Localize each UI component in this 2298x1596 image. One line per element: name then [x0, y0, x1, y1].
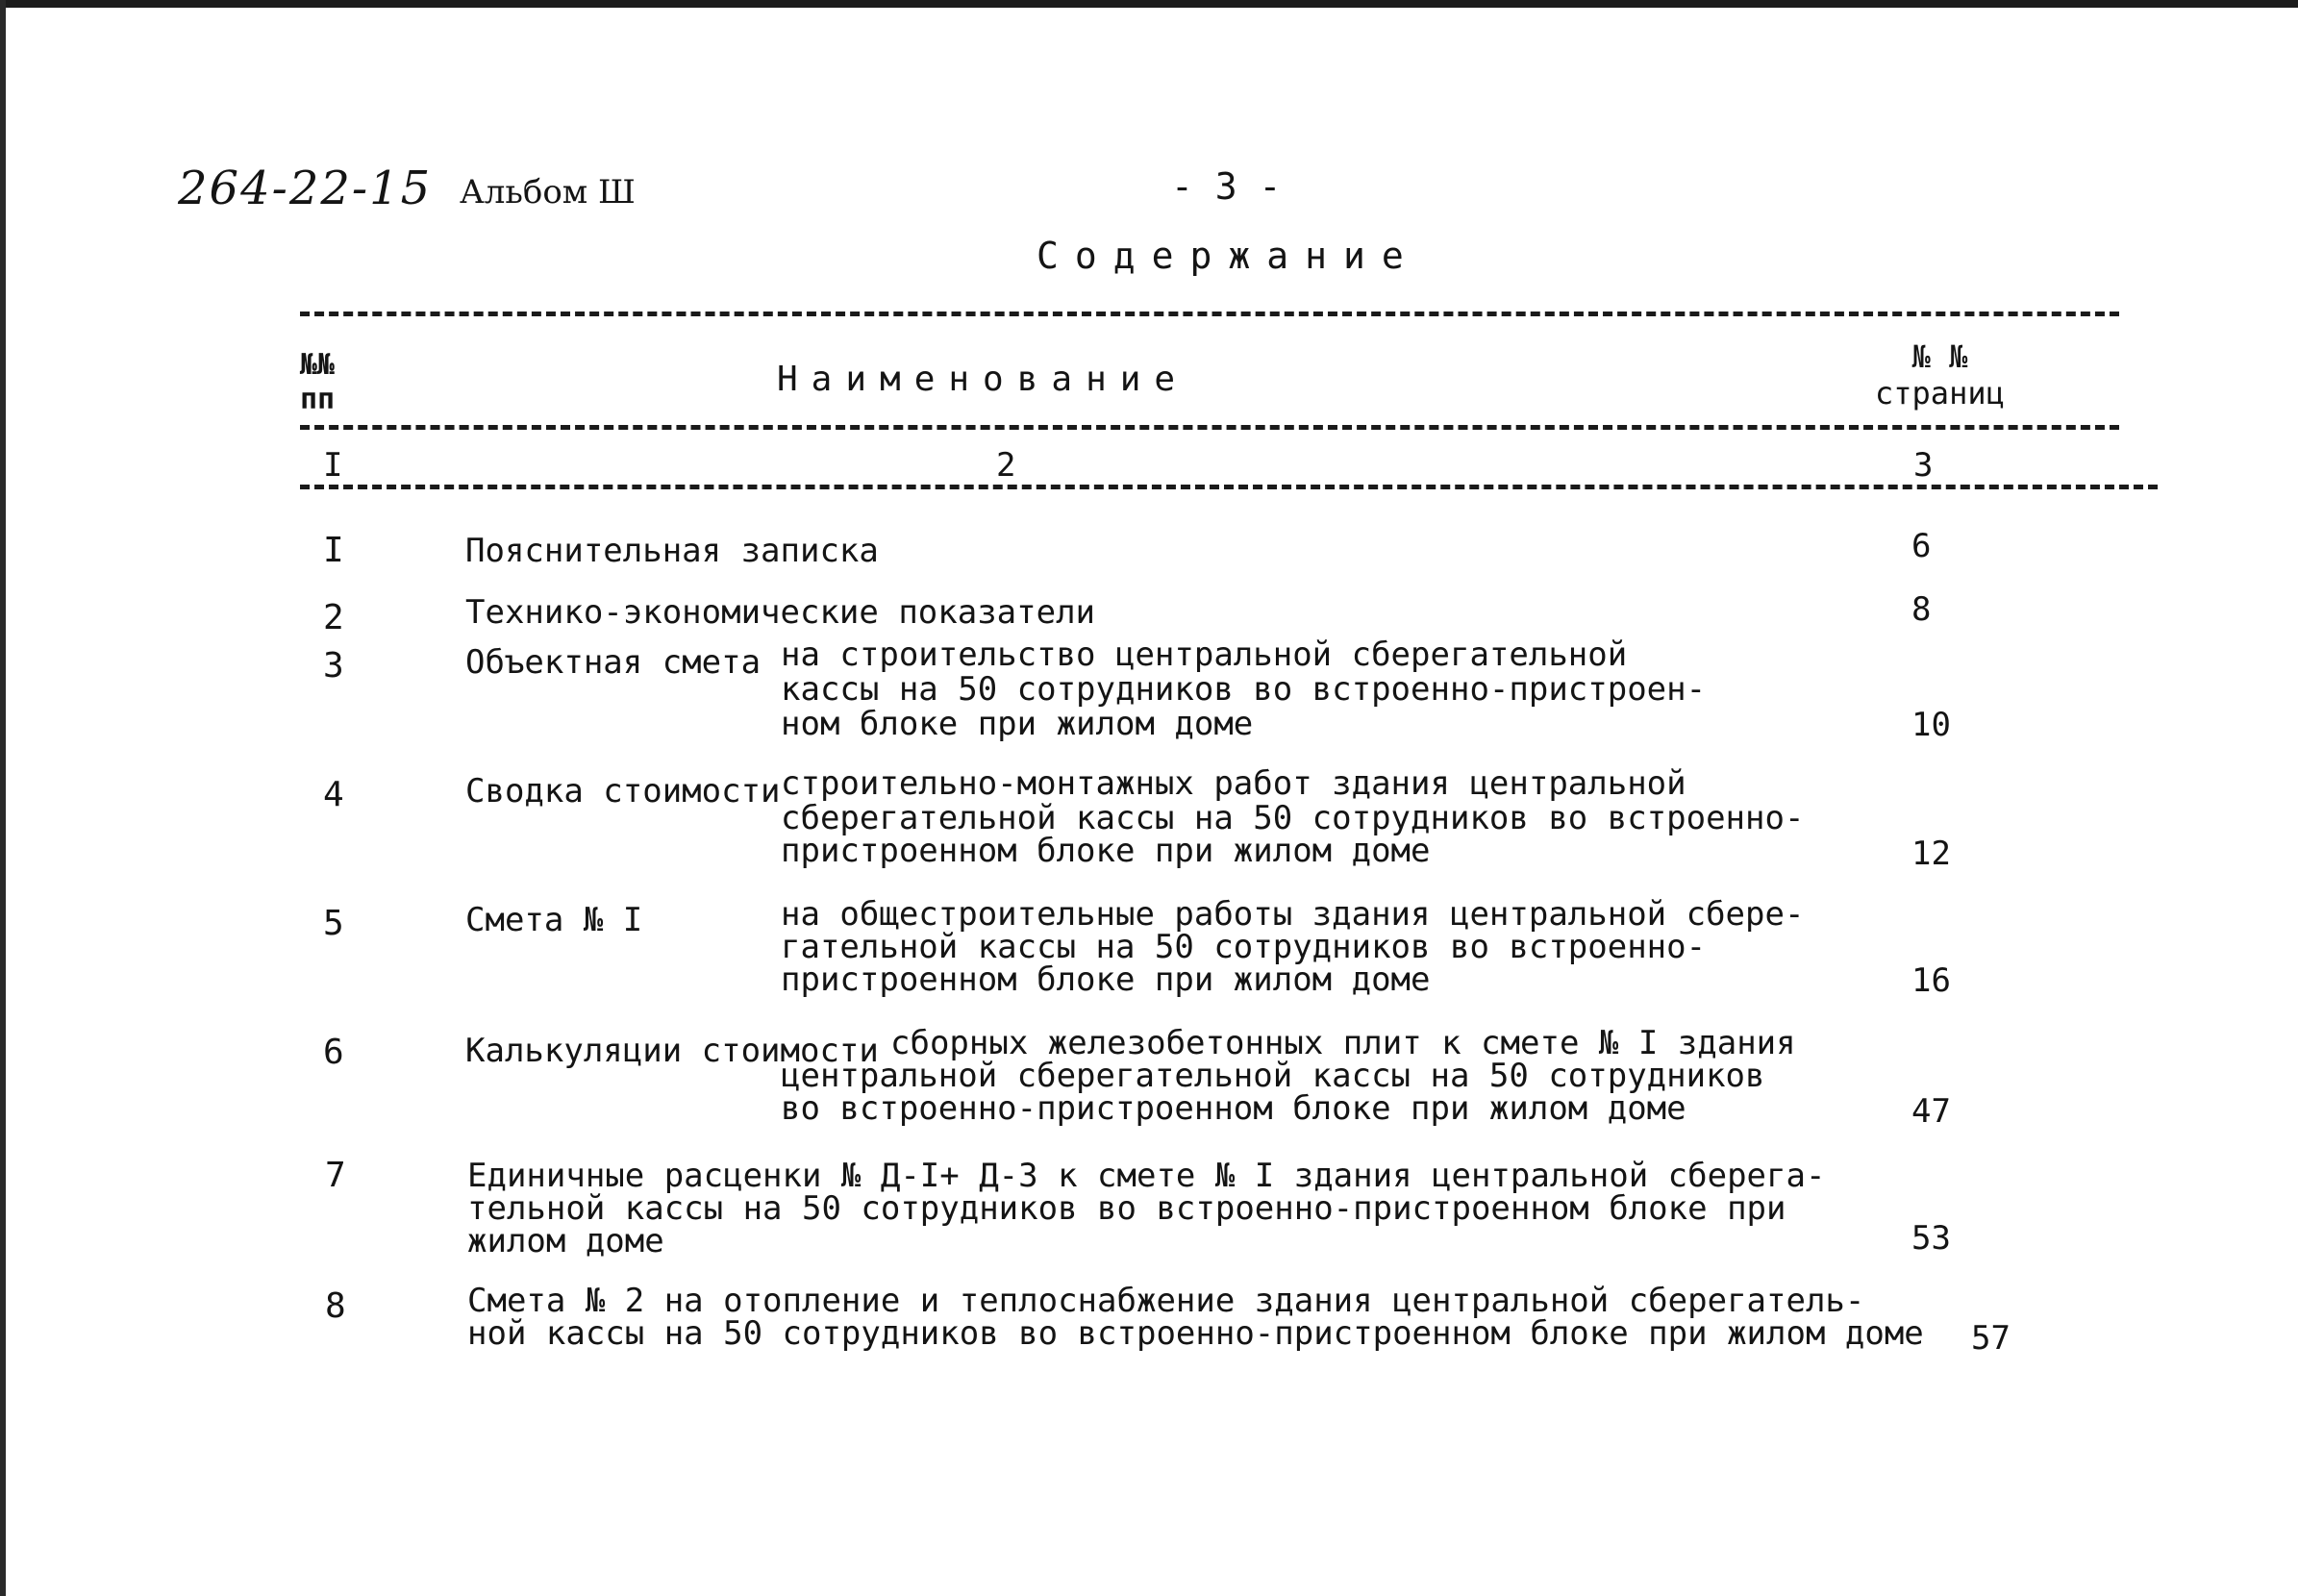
row-page: 6 — [1911, 527, 1932, 565]
row-title: Технико-экономические показатели — [465, 593, 1096, 632]
row-number: I — [323, 531, 344, 570]
column-header-num — [300, 348, 335, 417]
row-text-line: тельной кассы на 50 сотрудников во встроенно-пристроенном блоке при — [467, 1189, 1786, 1228]
page-number: - 3 - — [1171, 165, 1282, 208]
row-text-line: жилом доме — [467, 1222, 664, 1260]
row-number: 4 — [323, 775, 344, 814]
scan-edge-left — [0, 0, 6, 1596]
header-bottom-rule — [300, 425, 2119, 430]
row-text-line: Смета № 2 на отопление и теплоснабжение здания центральной сберегатель- — [467, 1282, 1865, 1320]
row-text-line: пристроенном блоке при жилом доме — [781, 960, 1431, 999]
page-title: Содержание — [1037, 235, 1420, 277]
row-text-line: на строительство центральной сберегательной — [781, 636, 1628, 674]
row-lead: Калькуляции стоимости — [465, 1032, 879, 1070]
scan-edge-top — [0, 0, 2298, 8]
column-header-pages-line2: страниц — [1875, 375, 2005, 411]
row-text-line: гательной кассы на 50 сотрудников во встроенно- — [781, 928, 1707, 966]
row-page: 10 — [1911, 706, 1951, 744]
row-page: 47 — [1911, 1092, 1951, 1131]
row-page: 53 — [1911, 1219, 1951, 1258]
row-lead: Объектная смета — [465, 643, 762, 682]
row-page: 16 — [1911, 961, 1951, 1000]
column-numbers-rule — [300, 485, 2158, 489]
row-text-line: кассы на 50 сотрудников во встроенно-пристроен- — [781, 670, 1707, 709]
document-code: 264-22-15 — [178, 162, 433, 215]
row-page: 8 — [1911, 590, 1932, 629]
row-text-line: ной кассы на 50 сотрудников во встроенно-пристроенном блоке при жилом доме — [467, 1314, 1924, 1353]
row-text-line: пристроенном блоке при жилом доме — [781, 832, 1431, 870]
row-text-line: во встроенно-пристроенном блоке при жилом доме — [781, 1089, 1686, 1128]
row-lead: Сводка стоимости — [465, 772, 781, 810]
row-number: 3 — [323, 646, 344, 686]
row-lead: Смета № I — [465, 901, 643, 939]
column-header-num-line2: пп — [300, 383, 336, 416]
row-number: 5 — [323, 904, 344, 943]
row-page: 57 — [1971, 1319, 2011, 1358]
column-header-name: Наименование — [777, 360, 1189, 399]
column-number-1: I — [323, 446, 343, 485]
column-header-num-line1: №№ — [300, 348, 336, 382]
column-number-3: 3 — [1913, 446, 1934, 485]
row-text-line: ном блоке при жилом доме — [781, 705, 1254, 743]
row-number: 7 — [325, 1156, 346, 1195]
row-text-line: центральной сберегательной кассы на 50 сотрудников — [781, 1057, 1765, 1095]
row-page: 12 — [1911, 835, 1951, 873]
row-text-line: на общестроительные работы здания центральной сбере- — [781, 895, 1805, 934]
table-top-rule — [300, 312, 2119, 316]
row-number: 6 — [323, 1033, 344, 1072]
row-number: 8 — [325, 1286, 346, 1326]
column-header-pages-line1: № № — [1911, 338, 1968, 375]
row-text-line: сборных железобетонных плит к смете № I здания — [890, 1024, 1796, 1062]
album-label: Альбом Ш — [460, 173, 636, 212]
row-number: 2 — [323, 598, 344, 637]
row-text-line: Единичные расценки № Д-I+ Д-3 к смете № I здания центральной сберега- — [467, 1157, 1826, 1195]
row-text-line: строительно-монтажных работ здания центральной — [781, 764, 1686, 803]
row-title: Пояснительная записка — [465, 532, 879, 570]
column-number-2: 2 — [996, 446, 1016, 485]
row-text-line: сберегательной кассы на 50 сотрудников во встроенно- — [781, 799, 1805, 837]
column-header-pages — [1875, 338, 2005, 411]
